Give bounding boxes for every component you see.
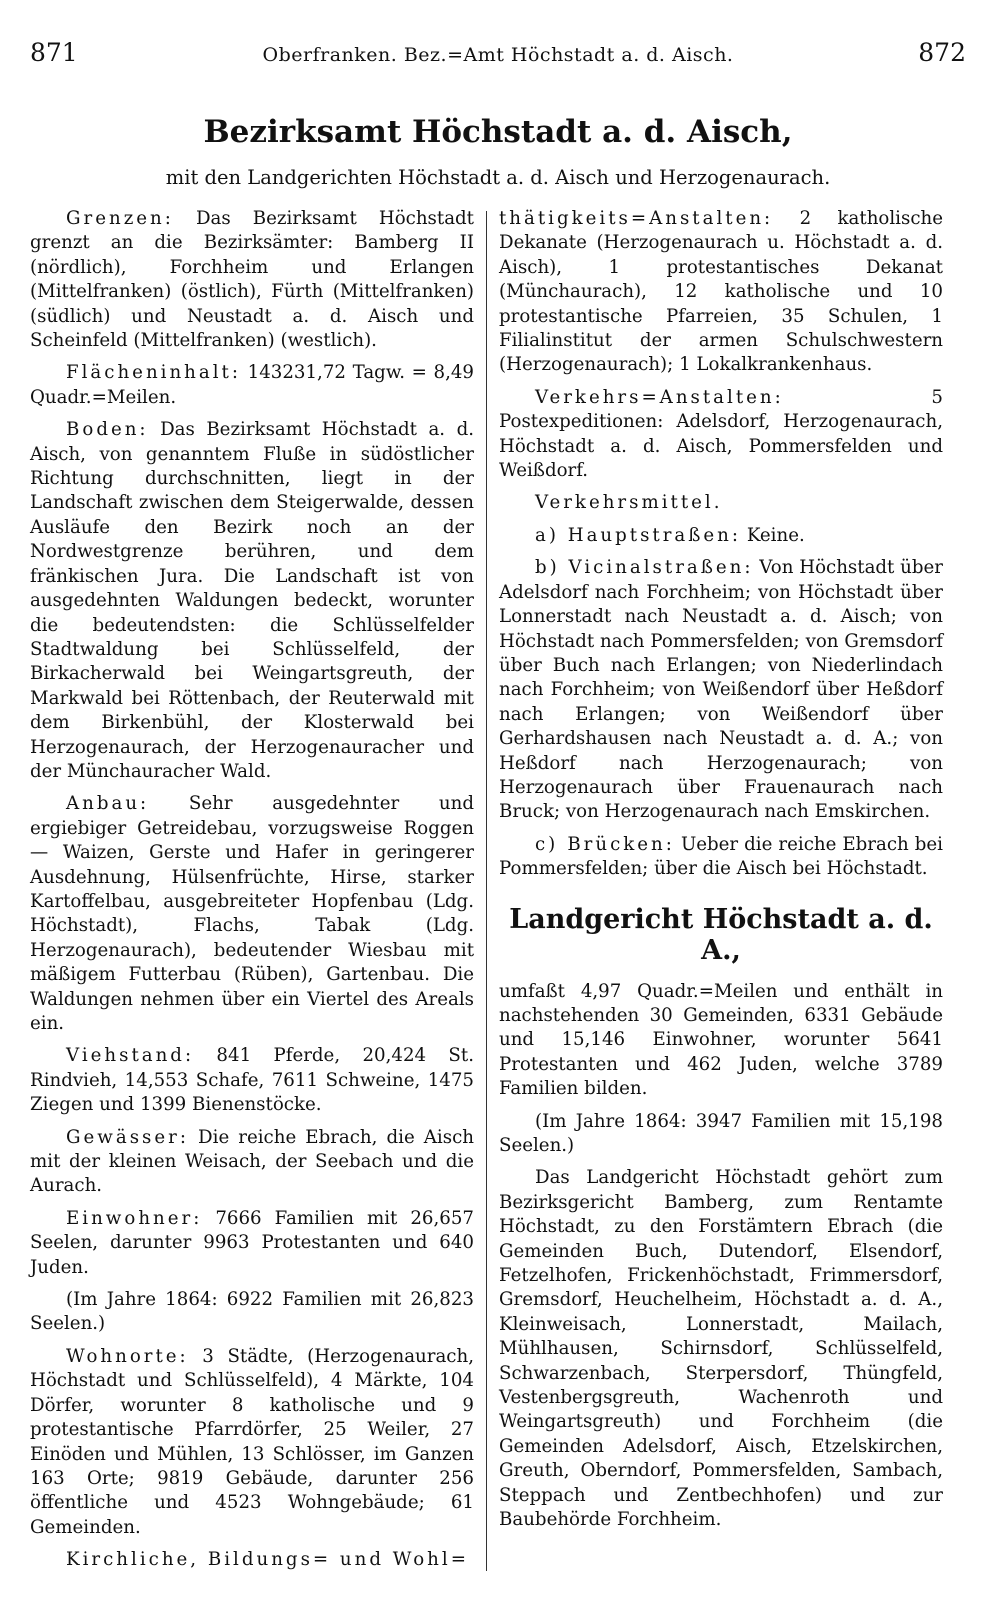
text: Die reiche Ebrach, die Aisch mit der kleinen Weisach, der Seebach und die Aurach. [30, 1126, 474, 1197]
text: 7666 Familien mit 26,657 Seelen, darunter 9963 Protestanten und 640 Juden. [30, 1207, 474, 1278]
text: 143231,72 Tagw. = 8,49 Quadr.=Meilen. [30, 362, 474, 408]
paragraph-bruecken [499, 833, 943, 882]
label: Verkehrsmittel. [535, 492, 723, 514]
section-subtitle: mit den Landgerichten Höchstadt a. d. Aisch und Herzogenaurach. [165, 166, 831, 189]
paragraph-grenzen [30, 207, 474, 353]
text: (Im Jahre 1864: 6922 Familien mit 26,823 Seelen.) [30, 1289, 474, 1335]
two-column-body [30, 207, 966, 1581]
label: Kirchliche, Bildungs= und Wohl= [66, 1549, 469, 1571]
paragraph-verkehrs-anstalten [499, 386, 943, 484]
label: c) Brücken: [535, 833, 675, 855]
paragraph-viehstand [30, 1044, 474, 1117]
paragraph-gewaesser [30, 1126, 474, 1199]
label: Anbau: [66, 793, 150, 815]
page-number-right: 872 [918, 38, 966, 67]
paragraph-anstalten [499, 207, 943, 378]
paragraph-kirchliche [30, 1548, 474, 1572]
paragraph-anbau [30, 792, 474, 1036]
right-column [487, 207, 943, 1581]
paragraph-flaecheninhalt [30, 361, 474, 410]
text: Ueber die reiche Ebrach bei Pommersfelden; über die Aisch bei Höchstadt. [499, 833, 943, 880]
paragraph-zugehoerigkeit: Das Landgericht Höchstadt gehört zum Bezirksgericht Bamberg, zum Rentamte Höchstadt, zu den Forstämtern Ebrach (die Gemeinden Buch, Dutendorf, Elsendorf, Fetzelhofen, Frickenhöchstadt, Frimmersdorf, Gremsdorf, Heuchelheim, Höchstadt a. d. A., Kleinweisach, Lonnerstadt, Mailach, Mühlhausen, Schirnsdorf, Schlüsselfeld, Schwarzenbach, Sterpersdorf, Thüngfeld, Vestenbergsgreuth, Wachenroth und Weingartsgreuth) und Forchheim (die Gemeinden Adelsdorf, Aisch, Etzelskirchen, Greuth, Oberndorf, Pommersfelden, Sambach, Steppach und Zentbechhofen) und zur Baubehörde Forchheim. [499, 1167, 943, 1531]
paragraph-einwohner [30, 1207, 474, 1280]
text: Von Höchstadt über Adelsdorf nach Forchheim; von Höchstadt über Lonnerstadt nach Neustadt a. d. Aisch; von Höchstadt nach Pommersfelden; von Gremsdorf über Buch nach Erlangen; von Niederlindach nach Forchheim; von Weißendorf über Heßdorf nach Erlangen; von Weißendorf über Gerhardshausen nach Neustadt a. d. A.; von Heßdorf nach Herzogenaurach; von Herzogenaurach über Frauenaurach nach Bruck; von Herzogenaurach nach Emskirchen. [499, 557, 943, 823]
paragraph-vicinalstrassen [499, 556, 943, 824]
label: Viehstand: [66, 1045, 195, 1067]
label: b) Vicinalstraßen: [535, 557, 754, 579]
text: Das Bezirksamt Höchstadt grenzt an die Bezirksämter: Bamberg II (nördlich), Forchheim und Erlangen (Mittelfranken) (östlich), Fürth (Mittelfranken) (südlich) und Neustadt a. d. Aisch und Scheinfeld (Mittelfranken) (westlich). [30, 208, 474, 352]
label: Gewässer: [66, 1126, 189, 1148]
label: Einwohner: [66, 1207, 203, 1229]
text: 2 katholische Dekanate (Herzogenaurach u. Höchstadt a. d. Aisch), 1 protestantisches Dekanat (Münchaurach), 12 katholische und 10 protestantische Pfarreien, 35 Schulen, 1 Filialinstitut der armen Schulschwestern (Herzogenaurach); 1 Lokalkrankenhaus. [499, 208, 943, 376]
paragraph-verkehrsmittel [499, 491, 943, 515]
paragraph-1864 [30, 1288, 474, 1337]
label: a) Hauptstraßen: [535, 524, 742, 546]
landgericht-heading: Landgericht Höchstadt a. d. A., [509, 903, 933, 966]
label: Wohnorte: [66, 1345, 189, 1367]
running-title: Oberfranken. Bez.=Amt Höchstadt a. d. Aisch. [262, 44, 734, 66]
text: Sehr ausgedehnter und ergiebiger Getreidebau, vorzugsweise Roggen — Waizen, Gerste und Hafer in geringerer Ausdehnung, Hülsenfrüchte, Hirse, starker Kartoffelbau, ausgebreiteter Hopfenbau (Ldg. Höchstadt), Flachs, Tabak (Ldg. Herzogenaurach), bedeutender Wiesbau mit mäßigem Futterbau (Rüben), Gartenbau. Die Waldungen nehmen über ein Viertel des Areals ein. [30, 793, 474, 1034]
section-title: Bezirksamt Höchstadt a. d. Aisch, [203, 114, 793, 150]
label: Verkehrs=Anstalten: [535, 386, 784, 408]
label: thätigkeits=Anstalten: [499, 208, 774, 229]
text: 3 Städte, (Herzogenaurach, Höchstadt und Schlüsselfeld), 4 Märkte, 104 Dörfer, worunter 8 katholische und 9 protestantische Pfarrdörfer, 25 Weiler, 27 Einöden und Mühlen, 13 Schlösser, im Ganzen 163 Orte; 9819 Gebäude, darunter 256 öffentliche und 4523 Wohngebäude; 61 Gemeinden. [30, 1345, 474, 1538]
label: Grenzen: [66, 208, 174, 229]
paragraph-1864-landgericht: (Im Jahre 1864: 3947 Familien mit 15,198 Seelen.) [499, 1110, 943, 1156]
paragraph-wohnorte [30, 1345, 474, 1540]
text: 841 Pferde, 20,424 St. Rindvieh, 14,553 Schafe, 7611 Schweine, 1475 Ziegen und 1399 Bienenstöcke. [30, 1045, 474, 1116]
paragraph-umfasst: umfaßt 4,97 Quadr.=Meilen und enthält in nachstehenden 30 Gemeinden, 6331 Gebäude und 15,146 Einwohner, worunter 5641 Protestanten und 462 Juden, welche 3789 Familien bilden. [499, 980, 943, 1100]
label: Boden: [66, 419, 149, 441]
text: Das Bezirksamt Höchstadt a. d. Aisch, von genanntem Fluße in südöstlicher Richtung durchschnitten, liegt in der Landschaft zwischen dem Steigerwalde, dessen Ausläufe den Bezirk noch an der Nordwestgrenze berühren, und dem fränkischen Jura. Die Landschaft ist von ausgedehnten Waldungen bedeckt, worunter die bedeutendsten: die Schlüsselfelder Stadtwaldung bei Schlüsselfeld, der Birkacherwald bei Weingartsgreuth, der Markwald bei Röttenbach, der Reuterwald mit dem Birkenbühl, der Klosterwald bei Herzogenaurach, der Herzogenauracher und der Münchauracher Wald. [30, 419, 474, 782]
page-header [30, 38, 966, 80]
left-column [30, 207, 486, 1581]
text: Keine. [741, 524, 805, 546]
page-number-left: 871 [30, 38, 78, 67]
paragraph-hauptstrassen [499, 524, 943, 548]
paragraph-boden [30, 418, 474, 784]
text: 5 Postexpeditionen: Adelsdorf, Herzogenaurach, Höchstadt a. d. Aisch, Pommersfelden und Weißdorf. [499, 386, 943, 482]
label: Flächeninhalt: [66, 362, 241, 384]
